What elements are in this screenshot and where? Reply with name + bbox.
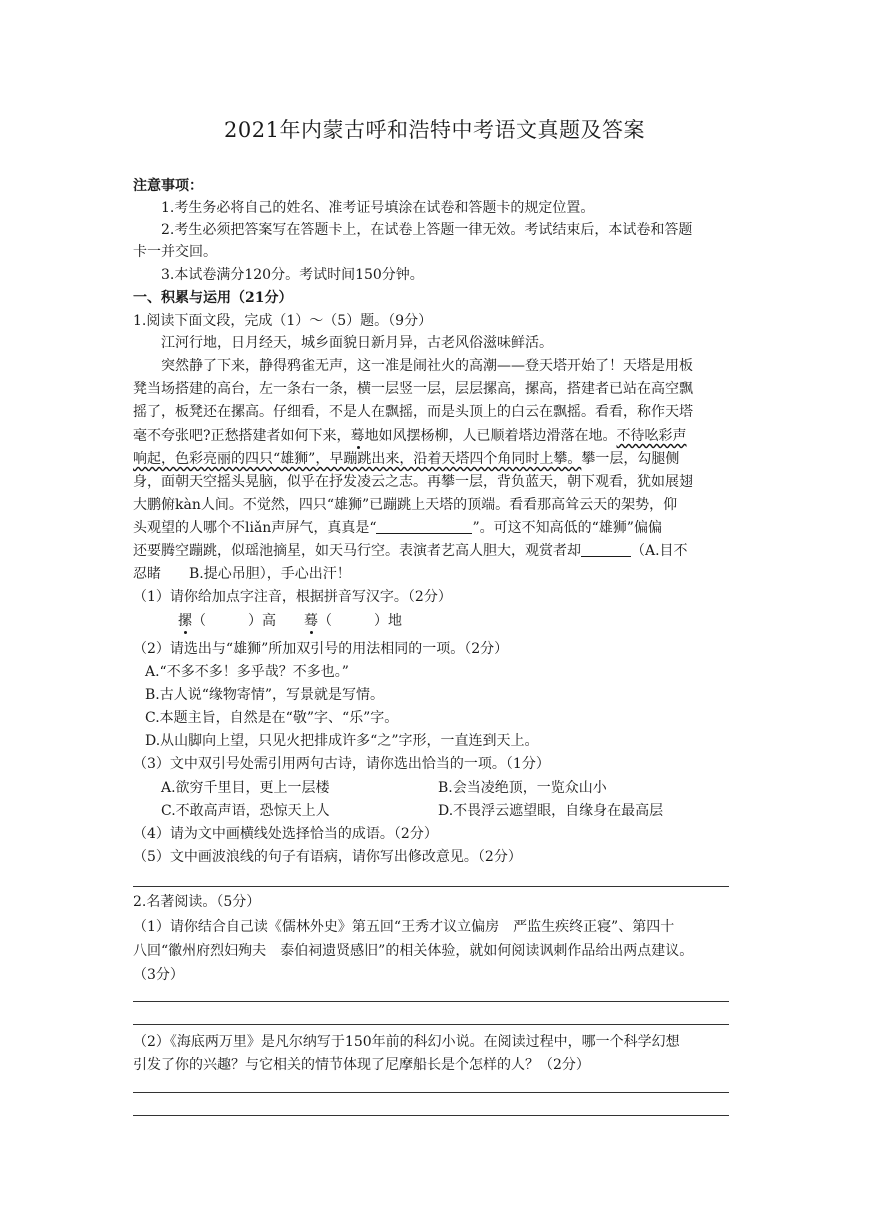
- page-title: 2021年内蒙古呼和浩特中考语文真题及答案: [224, 118, 645, 142]
- sub-question-5: （5）文中画波浪线的句子有语病，请你写出修改意见。（2分）: [133, 849, 522, 865]
- notice-heading: 注意事项：: [133, 178, 203, 194]
- passage-line: [133, 518, 739, 538]
- section-heading: 一、积累与运用（21分）: [133, 290, 293, 306]
- answer-line[interactable]: [133, 1092, 729, 1093]
- passage-line: 忍睹 B.提心吊胆），手心出汗！: [133, 566, 351, 582]
- answer-line[interactable]: [133, 1001, 729, 1002]
- notice-item-2: 2.考生必须把答案写在答题卡上，在试卷上答题一律无效。考试结束后，本试卷和答题: [161, 222, 693, 238]
- passage-text: ”。可这不知高低的“雄狮”偏偏: [472, 520, 662, 536]
- option-d: D.不畏浮云遮望眼，自缘身在最高层: [438, 803, 664, 819]
- passage-paragraph-1: 江河行地，日月经天，城乡面貌日新月异，古老风俗滋味鲜活。: [161, 335, 553, 351]
- answer-blank[interactable]: [581, 542, 631, 557]
- sub-question-2-cont: 引发了你的兴趣？与它相关的情节体现了尼摩船长是个怎样的人？（2分）: [133, 1057, 590, 1073]
- pinyin-blank[interactable]: （ ）地: [318, 613, 402, 629]
- option-b: B.会当凌绝顶，一览众山小: [438, 780, 607, 796]
- sub-question-1: （1）请你结合自己读《儒林外史》第五回“王秀才议立偏房 严监生疾终正寝”、第四十: [133, 919, 675, 935]
- option-c: C.本题主旨，自然是在“敬”字、“乐”字。: [145, 710, 399, 726]
- dotted-char: 摞: [178, 613, 192, 629]
- sub-question-1: （1）请你给加点字注音，根据拼音写汉字。（2分）: [133, 589, 452, 605]
- answer-blank[interactable]: [376, 519, 472, 534]
- passage-text: 地如风摆杨柳，人已顺着塔边滑落在地。: [364, 428, 617, 444]
- sub-question-1-cont: 八回“徽州府烈妇殉夫 泰伯祠遗贤感旧”的相关体验，就如何阅读讽刺作品给出两点建议。: [133, 943, 694, 959]
- answer-line[interactable]: [133, 1115, 729, 1116]
- passage-line: 凳当场搭建的高台，左一条右一条，横一层竖一层，层层摞高，摞高，搭建者已站在高空飘: [133, 381, 693, 397]
- pinyin-blank[interactable]: （ ）高: [192, 613, 304, 629]
- passage-text: 还要腾空蹦跳，似瑶池摘星，如天马行空。表演者艺高人胆大，观赏者却: [133, 543, 581, 559]
- notice-item-1: 1.考生务必将自己的姓名、准考证号填涂在试卷和答题卡的规定位置。: [161, 200, 595, 216]
- passage-text: （A.目不: [631, 543, 688, 559]
- sub-question-2: （2）《海底两万里》是凡尔纳写于150年前的科幻小说。在阅读过程中，哪一个科学幻想: [133, 1034, 680, 1050]
- sub-question-3: （3）文中双引号处需引用两句古诗，请你选出恰当的一项。（1分）: [133, 756, 550, 772]
- option-b: B.古人说“缘物寄情”，写景就是写情。: [145, 687, 385, 703]
- pinyin-line: [178, 611, 784, 631]
- passage-line: 突然静了下来，静得鸦雀无声，这一准是闹社火的高潮——登天塔开始了！天塔是用板: [161, 358, 693, 374]
- passage-line: 大鹏俯kàn人间。不觉然，四只“雄狮”已蹦跳上天塔的顶端。看看那高耸云天的架势，仰: [133, 497, 678, 513]
- sub-question-2: （2）请选出与“雄狮”所加双引号的用法相同的一项。（2分）: [133, 641, 509, 657]
- notice-item-3: 3.本试卷满分120分。考试时间150分钟。: [161, 267, 424, 283]
- notice-item-2-cont: 卡一并交回。: [133, 244, 217, 260]
- wavy-underlined-sentence: 响起，色彩亮丽的四只“雄狮”，早蹦跳出来，沿着天塔四个角同时上攀。: [133, 451, 582, 467]
- answer-line[interactable]: [133, 886, 729, 887]
- passage-text: 头观望的人哪个不liǎn声屏气，真真是“: [133, 520, 377, 536]
- passage-line: 摇了，板凳还在摞高。仔细看，不是人在飘摇，而是头顶上的白云在飘摇。看看，称作天塔: [133, 404, 693, 420]
- answer-line[interactable]: [133, 1024, 729, 1025]
- passage-line: [133, 541, 739, 561]
- passage-line: 身，面朝天空摇头晃脑，似乎在抒发凌云之志。再攀一层，背负蓝天，朝下观看，犹如展翅: [133, 474, 693, 490]
- dotted-char: 蓦: [304, 613, 318, 629]
- passage-text: 攀一层，勾腿侧: [581, 451, 680, 467]
- wavy-underlined-sentence: 不待吆彩声: [616, 428, 687, 444]
- dotted-char: 蓦: [350, 428, 365, 444]
- option-d: D.从山脚向上望，只见火把排成许多“之”字形，一直连到天上。: [145, 733, 539, 749]
- sub-question-4: （4）请为文中画横线处选择恰当的成语。（2分）: [133, 826, 438, 842]
- question-1-stem: 1.阅读下面文段，完成（1）～（5）题。（9分）: [133, 313, 433, 329]
- sub-question-1-score: （3分）: [133, 967, 184, 983]
- option-c: C.不敢高声语，恐惊天上人: [161, 803, 330, 819]
- passage-line: [133, 449, 739, 469]
- passage-text: 毫不夸张吧?正愁搭建者如何下来，: [133, 428, 351, 444]
- option-a: A.欲穷千里目，更上一层楼: [161, 780, 330, 796]
- option-a: A.“不多不多！多乎哉？不多也。”: [145, 664, 349, 680]
- passage-line: [133, 426, 739, 446]
- question-2-stem: 2.名著阅读。（5分）: [133, 894, 261, 910]
